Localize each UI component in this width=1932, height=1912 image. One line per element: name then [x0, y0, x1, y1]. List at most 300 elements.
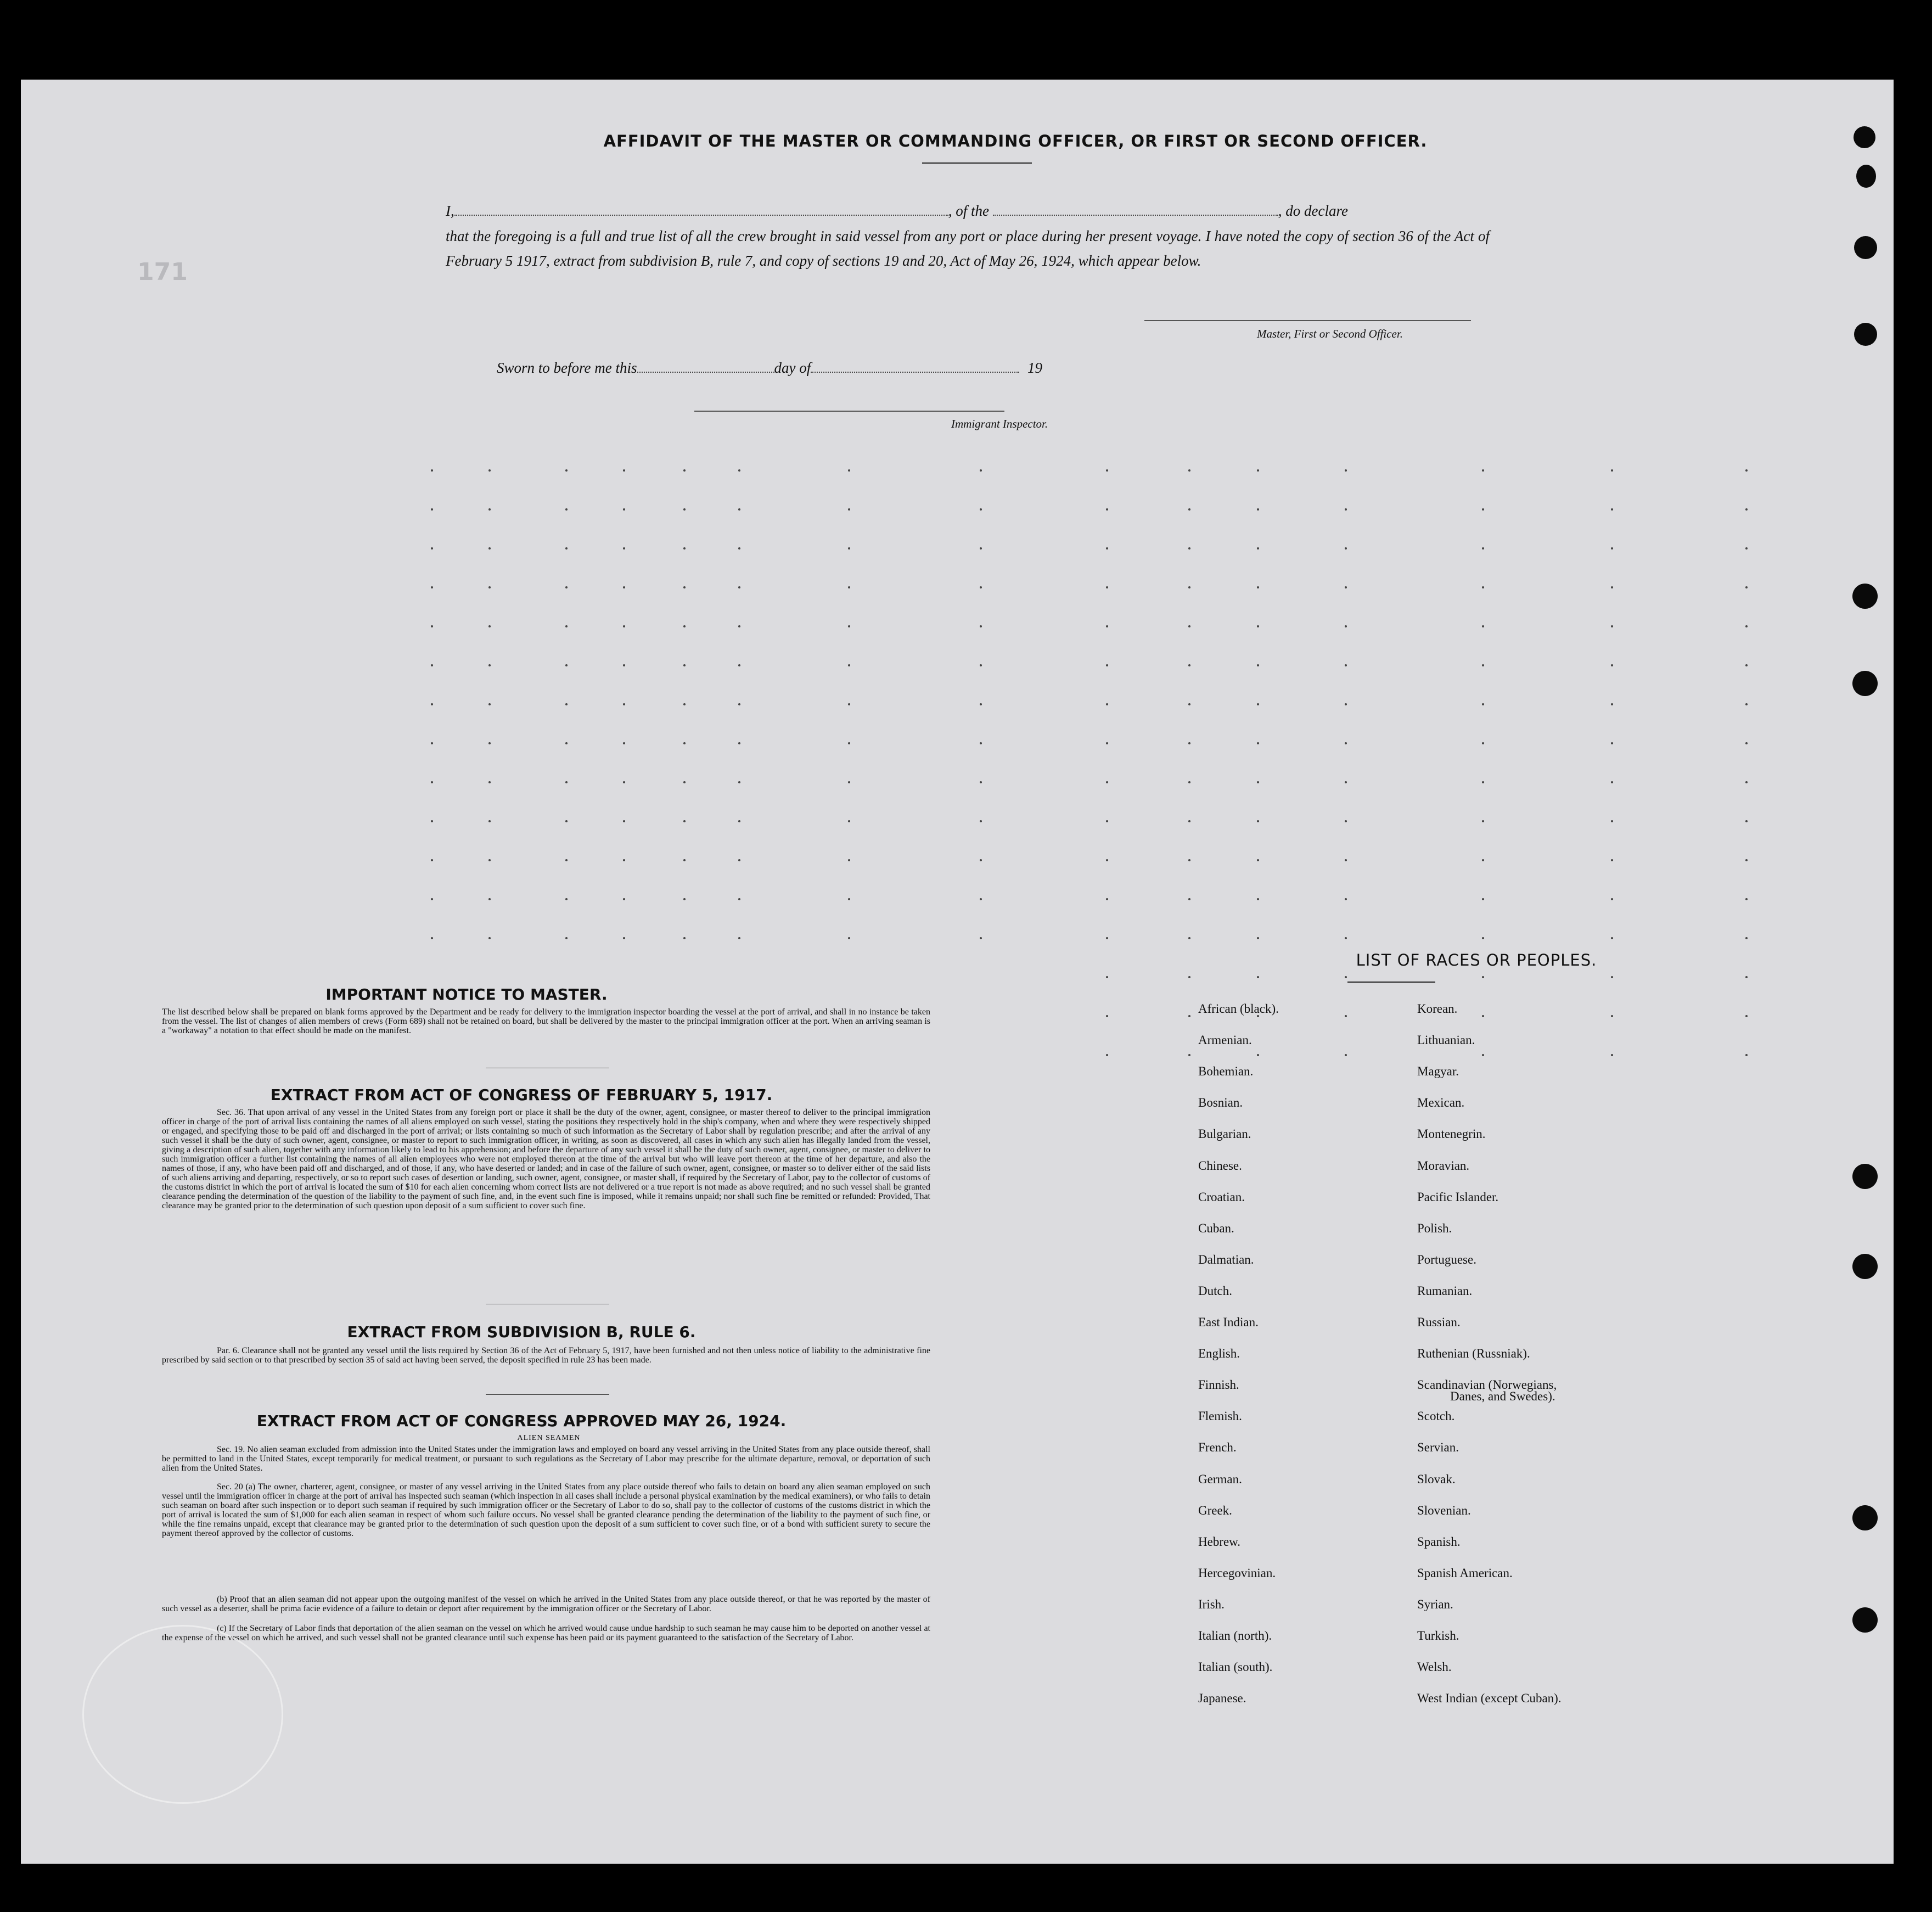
bleed-dot: [1106, 781, 1108, 783]
punch-hole-4: [1854, 323, 1877, 346]
bleed-dot: [1345, 898, 1347, 900]
affidavit-i: I,: [446, 203, 454, 219]
race-item: Servian.: [1417, 1440, 1459, 1455]
bleed-dot: [1257, 898, 1259, 900]
bleed-dot: [1345, 664, 1347, 666]
bleed-dot: [1482, 898, 1484, 900]
bleed-dot: [1188, 742, 1190, 744]
race-item: Italian (south).: [1198, 1660, 1273, 1674]
margin-mark: 171: [137, 258, 188, 286]
bleed-dot: [848, 547, 850, 550]
bleed-dot: [488, 586, 491, 588]
extract-1924-sec20b: (b) Proof that an alien seaman did not appear upon the outgoing manifest of the vessel on which he arrived in the United States from any place outside thereof, or that he was reported by the master of such vessel as a deserter, shall be prima facie evidence of a failure to detain or deport after requirement by the immigration officer or the Secretary of Labor.: [162, 1595, 930, 1613]
bleed-dot: [1611, 820, 1613, 822]
bleed-dot: [1482, 508, 1484, 511]
bleed-dot: [1257, 469, 1259, 472]
bleed-dot: [1106, 1015, 1108, 1017]
bleed-dot: [1345, 469, 1347, 472]
sworn-day-of: day of: [774, 360, 811, 376]
bleed-dot: [1482, 742, 1484, 744]
bleed-dot: [1611, 508, 1613, 511]
bleed-dot: [738, 937, 740, 939]
bleed-dot: [623, 937, 625, 939]
bleed-dot: [1745, 859, 1748, 861]
bleed-dot: [623, 508, 625, 511]
bleed-dot: [623, 703, 625, 705]
bleed-dot: [1482, 859, 1484, 861]
bleed-dot: [1106, 937, 1108, 939]
race-item: Bosnian.: [1198, 1096, 1243, 1110]
bleed-dot: [1188, 664, 1190, 666]
bleed-dot: [1188, 703, 1190, 705]
bleed-dot: [623, 469, 625, 472]
race-item: Irish.: [1198, 1597, 1225, 1611]
race-item: Bohemian.: [1198, 1064, 1254, 1079]
subdivision-divider: [486, 1394, 609, 1395]
race-item: Magyar.: [1417, 1064, 1459, 1079]
extract-1924-sec20a: Sec. 20 (a) The owner, charterer, agent, consignee, or master of any vessel arriving in the United States from any place outside thereof who fails to detain on board any alien seaman employed on such vessel until the immigration officer in charge at the port of arrival has inspected such seaman (which inspection in all cases shall include a personal physical examination by the medical examiners), or who fails to detain such seaman on board after such inspection or to deport such seaman if required by such immigration officer or the Secretary of Labor to do so, shall pay to the collector of customs of the customs district in which the port of arrival is located the sum of $1,000 for each alien seaman in respect of whom such failure occurs. No vessel shall be granted clearance pending the determination of the liability to the payment of such fine, or while the fine remains unpaid, except that clearance may be granted prior to the determination of such question upon the deposit of a sum sufficient to cover such fine, or of a bond with sufficient surety to secure the payment thereof approved by the collector of customs.: [162, 1482, 930, 1538]
bleed-dot: [1611, 703, 1613, 705]
bleed-dot: [1106, 547, 1108, 550]
bleed-dot: [431, 625, 433, 627]
bleed-dot: [623, 625, 625, 627]
bleed-dot: [1611, 547, 1613, 550]
bleed-dot: [848, 937, 850, 939]
bleed-dot: [1745, 586, 1748, 588]
signature-line: [1144, 320, 1471, 321]
bleed-dot: [1106, 1054, 1108, 1056]
bleed-dot: [623, 781, 625, 783]
bleed-dot: [1106, 508, 1108, 511]
bleed-dot: [488, 781, 491, 783]
bleed-dot: [1106, 703, 1108, 705]
races-title: LIST OF RACES OR PEOPLES.: [1356, 951, 1597, 969]
bleed-dot: [738, 469, 740, 472]
bleed-dot: [1745, 976, 1748, 978]
bleed-dot: [738, 586, 740, 588]
bleed-dot: [1482, 586, 1484, 588]
bleed-dot: [683, 586, 686, 588]
bleed-dot: [623, 742, 625, 744]
bleed-dot: [1345, 508, 1347, 511]
bleed-dot: [1345, 937, 1347, 939]
bleed-dot: [1106, 469, 1108, 472]
bleed-dot: [565, 937, 568, 939]
bleed-dot: [488, 859, 491, 861]
bleed-dot: [431, 742, 433, 744]
inspector-label: Immigrant Inspector.: [951, 417, 1048, 430]
extract-1924-title: EXTRACT FROM ACT OF CONGRESS APPROVED MAY 26, 1924.: [256, 1412, 787, 1430]
race-item: Slovenian.: [1417, 1503, 1471, 1517]
bleed-dot: [1106, 625, 1108, 627]
bleed-dot: [1345, 625, 1347, 627]
bleed-dot: [623, 820, 625, 822]
bleed-dot: [980, 937, 982, 939]
race-item: Croatian.: [1198, 1190, 1245, 1204]
bleed-dot: [1257, 976, 1259, 978]
bleed-dot: [1745, 625, 1748, 627]
bleed-dot: [738, 742, 740, 744]
bleed-dot: [1482, 1015, 1484, 1017]
bleed-dot: [623, 547, 625, 550]
bleed-dot: [683, 859, 686, 861]
race-item: Greek.: [1198, 1503, 1232, 1517]
sworn-month-blank[interactable]: [811, 372, 1019, 373]
race-item: Polish.: [1417, 1221, 1452, 1235]
bleed-dot: [488, 898, 491, 900]
bleed-dot: [1611, 664, 1613, 666]
bleed-dot: [431, 469, 433, 472]
bleed-dot: [683, 625, 686, 627]
bleed-dot: [1188, 1054, 1190, 1056]
bleed-dot: [848, 859, 850, 861]
bleed-dot: [1482, 547, 1484, 550]
bleed-dot: [1611, 586, 1613, 588]
bleed-dot: [1345, 703, 1347, 705]
bleed-dot: [1106, 820, 1108, 822]
sworn-label: Sworn to before me this: [497, 360, 637, 376]
race-item: Rumanian.: [1417, 1283, 1473, 1298]
race-item: Turkish.: [1417, 1629, 1459, 1642]
bleed-dot: [1745, 742, 1748, 744]
bleed-dot: [1745, 820, 1748, 822]
bleed-dot: [1482, 937, 1484, 939]
affidavit-body: that the foregoing is a full and true list of all the crew brought in said vessel from any port or place during her present voyage. I have noted the copy of section 36 of the Act of February 5 1917, extract from subdivision B, rule 7, and copy of sections 19 and 20, Act of May 26, 1924, which appear below.: [446, 228, 1490, 269]
bleed-dot: [565, 586, 568, 588]
race-item: Hercegovinian.: [1198, 1566, 1276, 1580]
bleed-dot: [1611, 937, 1613, 939]
extract-1924-sec19: Sec. 19. No alien seaman excluded from admission into the United States under the immigration laws and employed on board any vessel arriving in the United States from any place outside thereof, shall be permitted to land in the United States, except temporarily for medical treatment, or pursuant to such regulations as the Secretary of Labor may prescribe for the ultimate departure, removal, or deportation of such alien from the United States.: [162, 1445, 930, 1473]
subdivision-title: EXTRACT FROM SUBDIVISION B, RULE 6.: [347, 1323, 696, 1341]
extract-1924-subtitle: ALIEN SEAMEN: [517, 1434, 581, 1442]
sworn-day-blank[interactable]: [637, 372, 774, 373]
bleed-dot: [980, 625, 982, 627]
race-item: Korean.: [1417, 1002, 1458, 1016]
race-item: Spanish American.: [1417, 1566, 1513, 1580]
bleed-dot: [1345, 1054, 1347, 1056]
race-item: Cuban.: [1198, 1221, 1234, 1235]
bleed-dot: [431, 781, 433, 783]
punch-hole-3: [1854, 236, 1877, 259]
name-blank[interactable]: [454, 215, 948, 216]
bleed-dot: [980, 703, 982, 705]
bleed-dot: [738, 781, 740, 783]
bleed-dot: [1257, 820, 1259, 822]
bleed-dot: [1345, 859, 1347, 861]
race-item: Japanese.: [1198, 1691, 1246, 1706]
bleed-dot: [1345, 820, 1347, 822]
race-item: Scandinavian (Norwegians,: [1417, 1378, 1557, 1392]
bleed-dot: [623, 898, 625, 900]
affidavit-declare: , do declare: [1278, 203, 1348, 219]
bleed-dot: [488, 547, 491, 550]
subdivision-text: Par. 6. Clearance shall not be granted any vessel until the lists required by Section 36 of the Act of February 5, 1917, have been furnished and not then unless notice of liability to the administrative fine prescribed by said section or to that prescribed by section 35 of said act having been served, the deposit specified in rule 23 has been made.: [162, 1346, 930, 1365]
race-item: Chinese.: [1198, 1158, 1242, 1173]
bleed-dot: [980, 508, 982, 511]
inspector-line: [694, 411, 1004, 412]
race-item: Finnish.: [1198, 1378, 1239, 1392]
bleed-dot: [683, 547, 686, 550]
race-item: Portuguese.: [1417, 1252, 1476, 1266]
bleed-dot: [1257, 508, 1259, 511]
bleed-dot: [565, 664, 568, 666]
bleed-dot: [623, 859, 625, 861]
bleed-dot: [1257, 664, 1259, 666]
bleed-dot: [1611, 469, 1613, 472]
bleed-dot: [488, 937, 491, 939]
race-scandinavian-cont: Danes, and Swedes).: [1450, 1389, 1555, 1403]
bleed-dot: [683, 664, 686, 666]
bleed-dot: [1188, 586, 1190, 588]
race-item: Flemish.: [1198, 1409, 1242, 1423]
bleed-dot: [431, 703, 433, 705]
bleed-dot: [1257, 625, 1259, 627]
race-item: Moravian.: [1417, 1158, 1470, 1173]
bleed-dot: [848, 742, 850, 744]
bleed-dot: [1745, 937, 1748, 939]
sworn-year: 19: [1027, 360, 1042, 376]
punch-hole-8: [1852, 1254, 1878, 1279]
bleed-dot: [1482, 625, 1484, 627]
bleed-dot: [431, 586, 433, 588]
bleed-dot: [683, 742, 686, 744]
bleed-dot: [565, 469, 568, 472]
bleed-dot: [623, 586, 625, 588]
race-item: Slovak.: [1417, 1472, 1456, 1486]
affidavit-of-the: , of the: [948, 203, 989, 219]
extract-1924-sec20c: (c) If the Secretary of Labor finds that deportation of the alien seaman on the vessel on which he arrived would cause undue hardship to such seaman he may cause him to be deported on another vessel at the expense of the vessel on which he arrived, and such vessel shall not be granted clearance until such expense has been paid or its payment guaranteed to the satisfaction of the Secretary of Labor.: [162, 1624, 930, 1642]
bleed-dot: [738, 547, 740, 550]
bleed-dot: [1611, 1015, 1613, 1017]
race-item: Bulgarian.: [1198, 1127, 1251, 1141]
bleed-dot: [431, 547, 433, 550]
bleed-dot: [1745, 781, 1748, 783]
bleed-dot: [431, 508, 433, 511]
race-item: Russian.: [1417, 1315, 1461, 1329]
bleed-dot: [565, 898, 568, 900]
title-underline: [922, 162, 1032, 164]
race-item: Lithuanian.: [1417, 1033, 1475, 1047]
bleed-dot: [848, 508, 850, 511]
bleed-dot: [1257, 547, 1259, 550]
bleed-dot: [1188, 547, 1190, 550]
race-item: Dalmatian.: [1198, 1252, 1254, 1266]
bleed-dot: [488, 820, 491, 822]
bleed-dot: [1106, 586, 1108, 588]
bleed-dot: [488, 703, 491, 705]
race-item: Mexican.: [1417, 1096, 1465, 1110]
bleed-dot: [980, 586, 982, 588]
bleed-dot: [738, 625, 740, 627]
bleed-dot: [1482, 469, 1484, 472]
bleed-dot: [1188, 625, 1190, 627]
bleed-dot: [1257, 1054, 1259, 1056]
bleed-dot: [1482, 781, 1484, 783]
bleed-dot: [1482, 664, 1484, 666]
bleed-dot: [1188, 898, 1190, 900]
bleed-dot: [1745, 703, 1748, 705]
bleed-dot: [683, 898, 686, 900]
bleed-dot: [1257, 859, 1259, 861]
bleed-dot: [738, 859, 740, 861]
bleed-dot: [683, 469, 686, 472]
race-item: German.: [1198, 1472, 1242, 1486]
bleed-dot: [738, 820, 740, 822]
bleed-dot: [683, 508, 686, 511]
bleed-dot: [565, 742, 568, 744]
bleed-dot: [1482, 820, 1484, 822]
bleed-dot: [848, 625, 850, 627]
bleed-dot: [848, 469, 850, 472]
race-item: Hebrew.: [1198, 1534, 1241, 1549]
bleed-dot: [848, 781, 850, 783]
bleed-dot: [565, 703, 568, 705]
bleed-dot: [738, 664, 740, 666]
race-item: Armenian.: [1198, 1033, 1252, 1047]
bleed-dot: [738, 898, 740, 900]
affidavit-line1: [446, 199, 1490, 223]
bleed-dot: [431, 937, 433, 939]
punch-hole-6: [1852, 671, 1878, 696]
punch-hole-7: [1852, 1164, 1878, 1189]
bleed-dot: [431, 859, 433, 861]
bleed-dot: [488, 625, 491, 627]
bleed-dot: [1611, 859, 1613, 861]
notice-title: IMPORTANT NOTICE TO MASTER.: [325, 985, 608, 1003]
bleed-dot: [1188, 820, 1190, 822]
bleed-dot: [565, 859, 568, 861]
signature-label: Master, First or Second Officer.: [1257, 327, 1403, 340]
bleed-dot: [1106, 664, 1108, 666]
bleed-dot: [623, 664, 625, 666]
bleed-dot: [1106, 898, 1108, 900]
notice-text: The list described below shall be prepared on blank forms approved by the Department and be ready for delivery to the immigration inspector boarding the vessel at the port of arrival, and shall in no instance be taken from the vessel. The list of changes of alien members of crews (Form 689) shall not be retained on board, but shall be delivered by the master to the principal immigration officer at the port. When an arriving seaman is a "workaway" a notation to that effect should be made on the manifest.: [162, 1007, 930, 1035]
bleed-dot: [1257, 586, 1259, 588]
punch-hole-2: [1856, 165, 1876, 188]
bleed-dot: [1745, 1054, 1748, 1056]
bleed-dot: [1745, 469, 1748, 472]
bleed-dot: [1745, 664, 1748, 666]
bleed-dot: [1611, 976, 1613, 978]
race-item: French.: [1198, 1440, 1237, 1455]
bleed-dot: [980, 469, 982, 472]
bleed-dot: [1257, 703, 1259, 705]
bleed-dot: [1745, 1015, 1748, 1017]
bleed-dot: [1745, 898, 1748, 900]
bleed-dot: [1257, 937, 1259, 939]
bleed-dot: [1188, 976, 1190, 978]
bleed-dot: [980, 781, 982, 783]
bleed-dot: [565, 508, 568, 511]
bleed-dot: [1611, 1054, 1613, 1056]
punch-hole-5: [1852, 584, 1878, 609]
bleed-dot: [848, 820, 850, 822]
bleed-dot: [1345, 1015, 1347, 1017]
bleed-dot: [848, 898, 850, 900]
race-item: Welsh.: [1417, 1660, 1452, 1674]
bleed-dot: [1188, 1015, 1190, 1017]
bleed-dot: [683, 820, 686, 822]
affidavit-title: AFFIDAVIT OF THE MASTER OR COMMANDING OFFICER, OR FIRST OR SECOND OFFICER.: [603, 132, 1428, 150]
bleed-dot: [980, 664, 982, 666]
bleed-dot: [1345, 976, 1347, 978]
bleed-dot: [488, 664, 491, 666]
race-item: East Indian.: [1198, 1315, 1259, 1329]
bleed-dot: [565, 547, 568, 550]
race-item: Spanish.: [1417, 1534, 1461, 1549]
race-item: Syrian.: [1417, 1597, 1453, 1611]
bleed-dot: [431, 898, 433, 900]
bleed-dot: [980, 898, 982, 900]
bleed-dot: [1106, 742, 1108, 744]
bleed-dot: [980, 859, 982, 861]
bleed-dot: [980, 547, 982, 550]
bleed-dot: [980, 742, 982, 744]
vessel-blank[interactable]: [993, 215, 1278, 216]
bleed-dot: [848, 586, 850, 588]
bleed-dot: [848, 703, 850, 705]
bleed-dot: [1611, 898, 1613, 900]
race-item: Pacific Islander.: [1417, 1190, 1499, 1204]
bleed-dot: [488, 508, 491, 511]
races-underline: [1347, 982, 1435, 983]
sworn-line: [497, 356, 1042, 380]
bleed-dot: [488, 469, 491, 472]
race-item: Scotch.: [1417, 1409, 1455, 1423]
bleed-dot: [1611, 625, 1613, 627]
bleed-dot: [431, 664, 433, 666]
bleed-dot: [980, 820, 982, 822]
bleed-dot: [1345, 742, 1347, 744]
bleed-dot: [1345, 586, 1347, 588]
bleed-dot: [738, 703, 740, 705]
bleed-dot: [1188, 508, 1190, 511]
bleed-dot: [1106, 976, 1108, 978]
bleed-dot: [565, 625, 568, 627]
bleed-dot: [1745, 547, 1748, 550]
race-item: African (black).: [1198, 1002, 1279, 1016]
bleed-dot: [1257, 742, 1259, 744]
bleed-dot: [1611, 781, 1613, 783]
race-item: English.: [1198, 1347, 1240, 1361]
bleed-dot: [565, 781, 568, 783]
bleed-dot: [565, 820, 568, 822]
bleed-dot: [1188, 937, 1190, 939]
punch-hole-10: [1852, 1607, 1878, 1633]
race-item: Montenegrin.: [1417, 1127, 1486, 1141]
extract-1917-text: Sec. 36. That upon arrival of any vessel in the United States from any foreign port or place it shall be the duty of the owner, agent, consignee, or master thereof to deliver to the principal immigration officer in charge of the port of arrival lists containing the names of all aliens employed on such vessel, stating the positions they respectively hold in the ship's company, when and where they were respectively shipped or engaged, and specifying those to be paid off and discharged in the port of arrival; or lists containing so much of such information as the Secretary of Labor shall by regulation prescribe; and after the arrival of any such vessel it shall be the duty of such owner, agent, consignee, or master to report to such immigration officer, in writing, as soon as discovered, all cases in which any such alien has illegally landed from the vessel, giving a description of such alien, together with any information likely to lead to his apprehension; and before the departure of any such vessel it shall be the duty of such owner, agent, consignee, or master to deliver to such immigration officer a further list containing the names of all alien employees who were not employed thereon at the time of the arrival but who will leave port thereon at the time of her departure, and also the names of those, if any, who have been paid off and discharged, and of those, if any, who have deserted or landed; and in case of the failure of such owner, agent, consignee, or master so to deliver either of the said lists of such aliens arriving and departing, respectively, or so to report such cases of desertion or landing, such owner, agent, consignee, or master shall, if required by the Secretary of Labor, pay to the collector of customs of the customs district in which the port of arrival is located the sum of $10 for each alien concerning whom correct lists are not delivered or a true report is not made as above required; and no such vessel shall be granted clearance pending the determination of the question of the liability to the payment of such fine, and, in the event such fine is imposed, while it remains unpaid; nor shall such fine be remitted or refunded: Provided, That clearance may be granted prior to the determination of such question upon deposit of a sum sufficient to cover such fine.: [162, 1108, 930, 1210]
bleed-dot: [683, 781, 686, 783]
bleed-dot: [1482, 976, 1484, 978]
bleed-dot: [1611, 742, 1613, 744]
bleed-dot: [848, 664, 850, 666]
punch-hole-9: [1852, 1505, 1878, 1530]
bleed-dot: [1188, 781, 1190, 783]
bleed-dot: [1345, 781, 1347, 783]
extract-1917-title: EXTRACT FROM ACT OF CONGRESS OF FEBRUARY 5, 1917.: [270, 1086, 773, 1104]
bleed-dot: [683, 937, 686, 939]
bleed-dot: [1345, 547, 1347, 550]
race-item: Ruthenian (Russniak).: [1417, 1347, 1530, 1361]
bleed-dot: [1482, 1054, 1484, 1056]
race-item: West Indian (except Cuban).: [1417, 1691, 1562, 1706]
race-item: Italian (north).: [1198, 1629, 1272, 1642]
bleed-dot: [1257, 781, 1259, 783]
race-item: Dutch.: [1198, 1283, 1232, 1298]
bleed-dot: [1188, 469, 1190, 472]
bleed-dot: [683, 703, 686, 705]
bleed-dot: [1188, 859, 1190, 861]
